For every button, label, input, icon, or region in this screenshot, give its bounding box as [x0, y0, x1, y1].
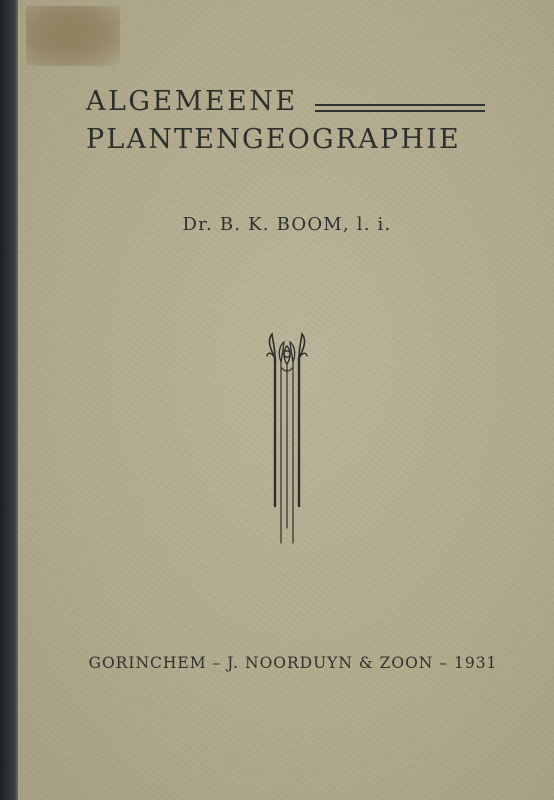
double-rule: [315, 104, 485, 114]
rule-line-top: [315, 104, 485, 106]
title-line-1: ALGEMEENE: [86, 86, 298, 117]
title-line-2: PLANTENGEOGRAPHIE: [86, 124, 461, 155]
age-stain: [26, 6, 120, 66]
plant-ornament-icon: [258, 328, 314, 548]
author-line: Dr. B. K. BOOM, l. i.: [182, 214, 392, 235]
rule-line-bottom: [315, 110, 485, 112]
publisher-line: GORINCHEM – J. NOORDUYN & ZOON – 1931: [88, 654, 498, 672]
book-spine: [0, 0, 18, 800]
